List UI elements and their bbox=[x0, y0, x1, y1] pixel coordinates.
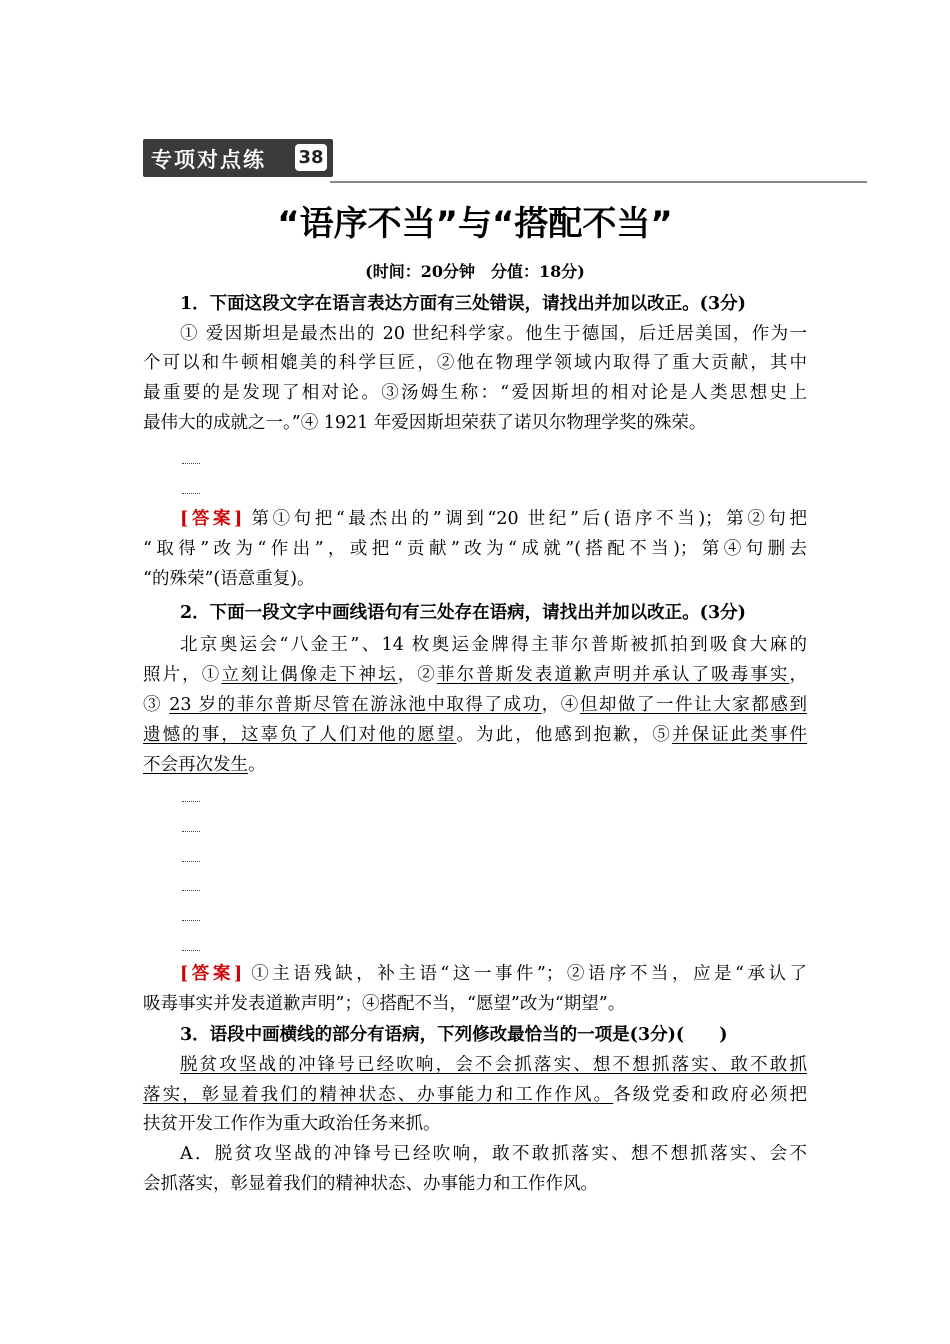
banner-label: 专项对点练 bbox=[151, 148, 266, 172]
q3-passage-line bbox=[143, 1111, 807, 1137]
q1-answer-line: “的殊荣”(语意重复)。 bbox=[143, 569, 315, 589]
q1-passage-line: ① 爱因斯坦是最杰出的 20 世纪科学家。他生于德国，后迁居美国，作为一 bbox=[180, 324, 807, 344]
q1-answer-line bbox=[180, 506, 807, 532]
q2-underlined-sentence: 但却做了一件让大家都感到 bbox=[579, 695, 807, 715]
q1-passage-line: 个可以和牛顿相媲美的科学巨匠，②他在物理学领域内取得了重大贡献，其中 bbox=[143, 353, 807, 373]
answer-blank[interactable] bbox=[182, 463, 200, 464]
q1-prompt: 1．下面这段文字在语言表达方面有三处错误，请找出并加以改正。(3分) bbox=[180, 294, 746, 314]
q3-underlined-text: 落实，彰显着我们的精神状态、办事能力和工作作风。 bbox=[143, 1085, 614, 1105]
answer-blank[interactable] bbox=[182, 493, 200, 494]
q3-underlined-text: 脱贫攻坚战的冲锋号已经吹响，会不会抓落实、想不想抓落实、敢不敢抓 bbox=[180, 1055, 807, 1075]
banner-number: 38 bbox=[295, 144, 327, 171]
time-and-score: (时间：20分钟 分值：18分) bbox=[365, 262, 585, 281]
answer-blank[interactable] bbox=[182, 861, 200, 862]
q2-prompt: 2．下面一段文字中画线语句有三处存在语病，请找出并加以改正。(3分) bbox=[180, 603, 746, 623]
answer-blank[interactable] bbox=[182, 950, 200, 951]
q3-option-a-cont[interactable]: 会抓落实，彰显着我们的精神状态、办事能力和工作作风。 bbox=[143, 1174, 598, 1194]
answer-blank[interactable] bbox=[182, 920, 200, 921]
q2-passage-line bbox=[143, 722, 807, 748]
section-banner bbox=[143, 139, 341, 181]
header-divider bbox=[330, 181, 867, 183]
q2-underlined-sentence: 并保证此类事件 bbox=[671, 725, 807, 745]
q3-passage-line bbox=[180, 1052, 807, 1078]
q2-passage-line bbox=[143, 752, 807, 778]
q3-passage-line bbox=[143, 1082, 807, 1108]
q2-answer-text: ①主语残缺，补主语“这一事件”；②语序不当，应是“承认了 bbox=[251, 964, 808, 984]
q2-text: ，④ bbox=[541, 695, 580, 715]
q2-text: 。为此，他感到抱歉，⑤ bbox=[456, 725, 672, 745]
q1-answer-text: 第①句把“最杰出的”调到“20 世纪”后(语序不当)；第②句把 bbox=[251, 509, 807, 529]
q2-passage-line bbox=[143, 662, 807, 688]
q3-text: 扶贫开发工作作为重大政治任务来抓。 bbox=[143, 1114, 441, 1134]
q2-text: 。 bbox=[248, 755, 266, 775]
answer-blank[interactable] bbox=[182, 801, 200, 802]
q2-underlined-sentence: 菲尔普斯发表道歉声明并承认了吸毒事实 bbox=[436, 665, 790, 685]
q3-option-a[interactable]: A．脱贫攻坚战的冲锋号已经吹响，敢不敢抓落实、想不想抓落实、会不 bbox=[180, 1144, 807, 1164]
answer-tag: [答案] bbox=[180, 509, 243, 529]
q2-text: 北京奥运会“八金王”、14 枚奥运金牌得主菲尔普斯被抓拍到吸食大麻的 bbox=[180, 635, 807, 655]
answer-blank[interactable] bbox=[182, 831, 200, 832]
q2-text: 照片，① bbox=[143, 665, 222, 685]
q2-text: ，② bbox=[397, 665, 437, 685]
answer-blank[interactable] bbox=[182, 890, 200, 891]
q2-text: ， bbox=[789, 665, 808, 685]
q2-underlined-sentence: 遗憾的事，这辜负了人们对他的愿望 bbox=[143, 725, 457, 745]
q1-answer-line: “取得”改为“作出”，或把“贡献”改为“成就”(搭配不当)；第④句删去 bbox=[143, 539, 807, 559]
q1-passage-line: 最伟大的成就之一。”④ 1921 年爱因斯坦荣获了诺贝尔物理学奖的殊荣。 bbox=[143, 413, 707, 433]
q2-passage-line bbox=[143, 692, 807, 718]
q2-underlined-sentence: 不会再次发生 bbox=[143, 755, 248, 775]
q2-answer-line bbox=[180, 961, 807, 987]
q3-text: 各级党委和政府必须把 bbox=[613, 1085, 808, 1105]
q2-passage-line bbox=[180, 632, 807, 658]
q2-underlined-sentence: 立刻让偶像走下神坛 bbox=[221, 665, 398, 685]
q2-answer-line: 吸毒事实并发表道歉声明”；④搭配不当，“愿望”改为“期望”。 bbox=[143, 994, 626, 1014]
page-title: “语序不当”与“搭配不当” bbox=[277, 204, 673, 244]
q2-text: ③ bbox=[143, 695, 170, 715]
q1-passage-line: 最重要的是发现了相对论。③汤姆生称：“爱因斯坦的相对论是人类思想史上 bbox=[143, 383, 807, 403]
q2-underlined-sentence: 23 岁的菲尔普斯尽管在游泳池中取得了成功 bbox=[169, 695, 542, 715]
answer-tag: [答案] bbox=[180, 964, 243, 984]
q3-prompt: 3．语段中画横线的部分有语病，下列修改最恰当的一项是(3分)( ) bbox=[180, 1025, 728, 1045]
